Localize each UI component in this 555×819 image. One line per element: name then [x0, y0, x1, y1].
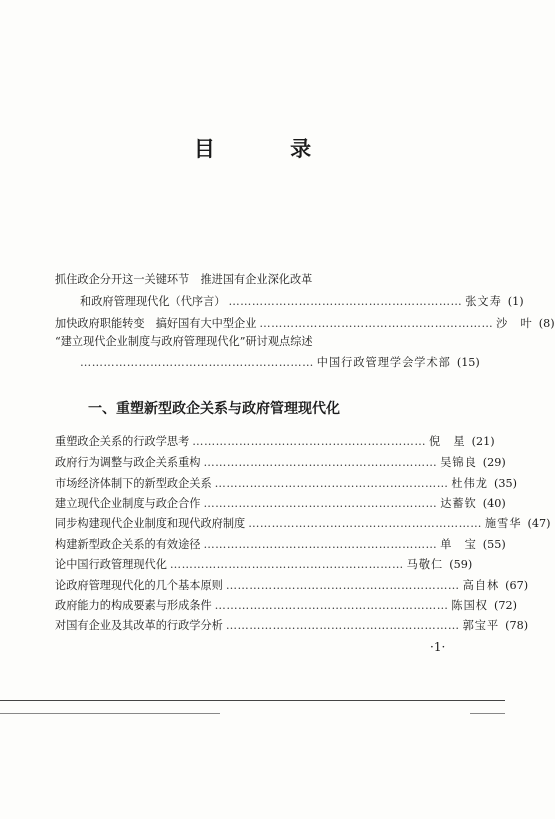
toc-entry-author: 吴锦良 — [440, 456, 477, 469]
toc-preface-line-1 — [55, 272, 465, 288]
toc-entry-page: (55) — [482, 538, 506, 551]
leader-dots: …………………………………………………… — [214, 599, 449, 612]
toc-entry — [55, 434, 495, 450]
toc-entry-page: (35) — [493, 477, 517, 490]
toc-preface-line-3 — [55, 316, 555, 332]
page-title: 目 录 — [193, 137, 346, 161]
page-number: ·1· — [430, 640, 446, 654]
leader-dots: …………………………………………………… — [203, 456, 438, 469]
leader-dots: …………………………………………………… — [192, 435, 427, 448]
toc-entry — [55, 557, 473, 573]
toc-entry-author: 郭宝平 — [462, 619, 500, 632]
toc-entry-page: (21) — [471, 435, 495, 448]
toc-entry-page: (59) — [449, 558, 473, 571]
toc-entry — [55, 476, 517, 492]
leader-dots: …………………………………………………… — [248, 517, 482, 530]
toc-entry-title: 市场经济体制下的新型政企关系 — [55, 477, 212, 490]
toc-entry-author: 陈国权 — [451, 599, 488, 612]
toc-entry-title: 论政府管理现代化的几个基本原则 — [55, 579, 223, 592]
toc-entry-page: (1) — [507, 295, 524, 308]
toc-preface-line-2 — [80, 294, 524, 310]
toc-entry-page: (72) — [493, 599, 517, 612]
section-heading: 一、重塑新型政企关系与政府管理现代化 — [88, 401, 340, 417]
leader-dots: …………………………………………………… — [225, 579, 460, 592]
toc-entry-author: 马敬仁 — [406, 558, 444, 571]
toc-entry-title: 对国有企业及其改革的行政学分析 — [55, 619, 223, 632]
leader-dots: …………………………………………………… — [203, 497, 438, 510]
toc-entry-title: 政府能力的构成要素与形成条件 — [55, 599, 212, 612]
toc-entry — [55, 618, 529, 634]
toc-entry-title: 同步构建现代企业制度和现代政府制度 — [55, 517, 246, 530]
leader-dots: …………………………………………………… — [259, 317, 494, 330]
toc-entry-title: 加快政府职能转变 搞好国有大中型企业 — [55, 317, 257, 330]
toc-entry-page: (29) — [482, 456, 506, 469]
toc-entry-page: (8) — [538, 317, 555, 330]
toc-entry-author: 单 宝 — [440, 538, 477, 551]
toc-entry-page: (78) — [505, 619, 529, 632]
leader-dots: …………………………………………………… — [225, 619, 460, 632]
toc-entry-title: 建立现代企业制度与政企合作 — [55, 497, 201, 510]
toc-entry-author: 倪 星 — [429, 435, 466, 448]
toc-entry-title: “建立现代企业制度与政府管理现代化”研讨观点综述 — [55, 335, 313, 348]
toc-entry-title: 重塑政企关系的行政学思考 — [55, 435, 190, 448]
toc-entry-page: (15) — [456, 356, 480, 369]
toc-entry-author: 中国行政管理学会学术部 — [316, 356, 451, 369]
toc-preface-line-5 — [80, 355, 480, 371]
leader-dots: …………………………………………………… — [169, 558, 404, 571]
scan-edge-line — [0, 713, 220, 714]
scan-edge-line — [470, 713, 505, 714]
leader-dots: …………………………………………………… — [80, 356, 314, 369]
toc-entry-page: (40) — [482, 497, 506, 510]
toc-entry-author: 沙 叶 — [496, 317, 533, 330]
leader-dots: …………………………………………………… — [228, 295, 463, 308]
toc-entry — [55, 496, 506, 512]
toc-entry-page: (47) — [527, 517, 551, 530]
toc-entry — [55, 516, 551, 532]
toc-preface-line-4 — [55, 334, 465, 350]
scan-edge-line — [0, 700, 505, 701]
toc-entry-author: 杜伟龙 — [451, 477, 488, 490]
leader-dots: …………………………………………………… — [214, 477, 449, 490]
toc-entry-title: 论中国行政管理现代化 — [55, 558, 167, 571]
toc-entry — [55, 537, 506, 553]
toc-entry — [55, 455, 506, 471]
toc-entry-author: 张文寿 — [465, 295, 502, 308]
toc-entry-title: 政府行为调整与政企关系重构 — [55, 456, 201, 469]
leader-dots: …………………………………………………… — [203, 538, 438, 551]
toc-entry-title: 和政府管理现代化（代序言） — [80, 295, 226, 308]
toc-entry — [55, 578, 529, 594]
toc-entry — [55, 598, 517, 614]
toc-entry-author: 施雪华 — [484, 517, 522, 530]
toc-entry-author: 高自林 — [462, 579, 500, 592]
toc-entry-title: 抓住政企分开这一关键环节 推进国有企业深化改革 — [55, 273, 313, 286]
toc-entry-title: 构建新型政企关系的有效途径 — [55, 538, 201, 551]
toc-entry-page: (67) — [505, 579, 529, 592]
toc-entry-author: 达蓄钦 — [440, 497, 477, 510]
